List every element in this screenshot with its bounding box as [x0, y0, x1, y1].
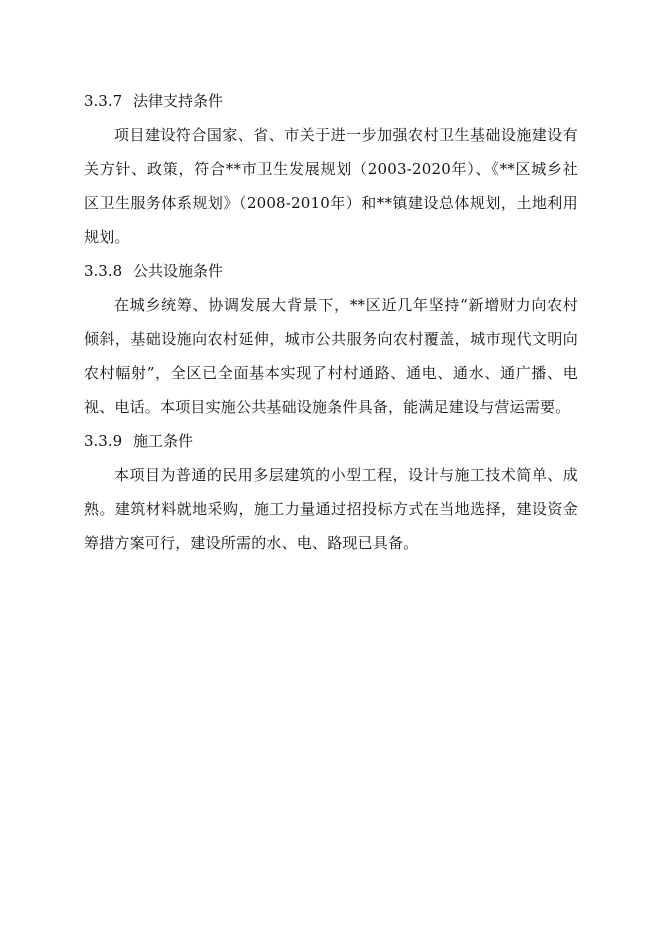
section-title: 公共设施条件 [133, 262, 224, 280]
section-title: 施工条件 [133, 432, 194, 450]
section-3-3-7 [84, 88, 578, 254]
section-body: 在城乡统筹、协调发展大背景下，**区近几年坚持“新增财力向农村倾斜，基础设施向农村延伸，城市公共服务向农村覆盖，城市现代文明向农村幅射”，全区已全面基本实现了村村通路、通电、通水、通广播、电视、电话。本项目实施公共基础设施条件具备，能满足建设与营运需要。 [84, 296, 578, 416]
section-body: 项目建设符合国家、省、市关于进一步加强农村卫生基础设施建设有关方针、政策，符合**市卫生发展规划（2003-2020年）、《**区城乡社区卫生服务体系规划》（2008-2010年）和**镇建设总体规划，土地利用规划。 [84, 126, 578, 246]
document-content [84, 88, 578, 564]
section-body: 本项目为普通的民用多层建筑的小型工程，设计与施工技术简单、成熟。建筑材料就地采购，施工力量通过招投标方式在当地选择，建设资金筹措方案可行，建设所需的水、电、路现已具备。 [84, 466, 578, 552]
section-heading [84, 88, 578, 114]
section-title: 法律支持条件 [133, 92, 224, 110]
section-number: 3.3.8 [84, 262, 123, 280]
section-heading [84, 428, 578, 454]
section-number: 3.3.9 [84, 432, 123, 450]
section-number: 3.3.7 [84, 92, 123, 110]
section-3-3-9 [84, 428, 578, 560]
section-heading [84, 258, 578, 284]
section-3-3-8 [84, 258, 578, 424]
